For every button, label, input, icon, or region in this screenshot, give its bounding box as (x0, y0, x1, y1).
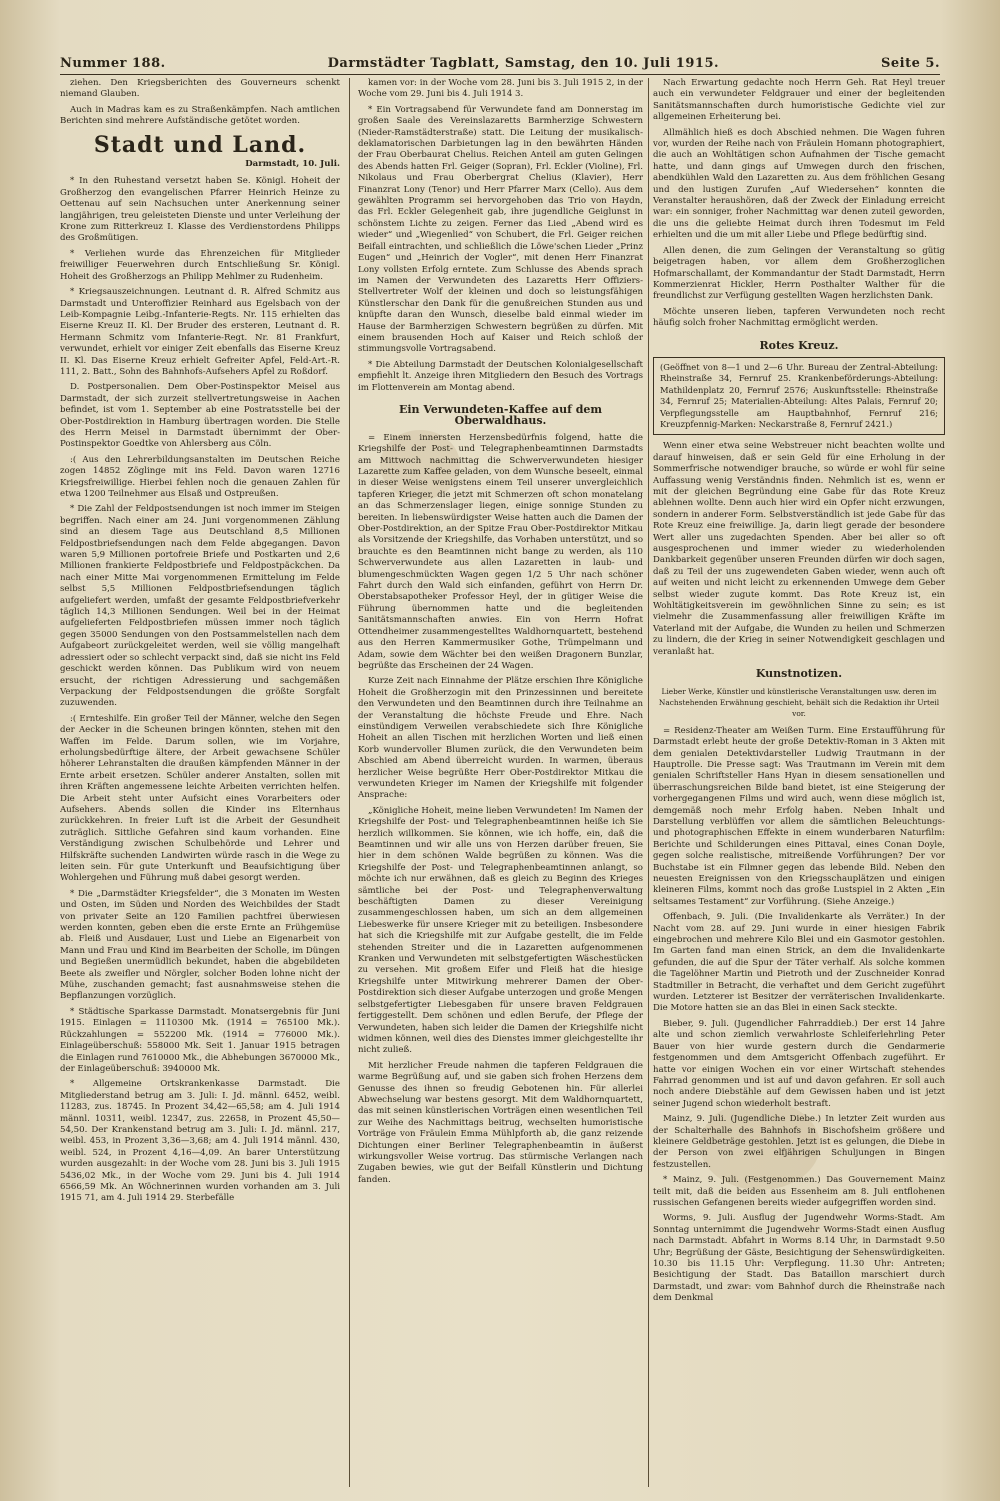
column-rule (648, 78, 649, 1487)
section-heading: Kunstnotizen. (755, 667, 843, 681)
article-paragraph: kamen vor: in der Woche vom 28. Juni bis 3. Juli 1915 2, in der Woche vom 29. Juni bis 4. Juli 1914 3. (358, 78, 643, 100)
article-paragraph: * Die „Darmstädter Kriegsfelder“, die 3 Monaten im Westen und Osten, im Süden und Norden des Weichbildes der Stadt von privater Seite an 120 Familien pachtfrei überwiesen werden konnten, geben eben die erste Ernte an Frühgemüse ab. Fleiß und Ausdauer, Lust und Liebe an Eigenarbeit von Mann und Frau und Kind im Bearbeiten der Scholle, im Düngen und Begießen unermüdlich bekundet, haben die abgebildeten Beete als zweifler und Nörgler, solcher Boden lohne nicht der Mühe, zuschanden gemacht; fast ausnahmsweise stehen die Bepflanzungen vorzüglich. (60, 888, 340, 1002)
article-paragraph: Möchte unseren lieben, tapferen Verwundeten noch recht häufig solch froher Nachmittag ermöglicht werden. (653, 306, 945, 329)
page-number: Seite 5. (881, 55, 940, 71)
article-paragraph: * Ein Vortragsabend für Verwundete fand am Donnerstag im großen Saale des Vereinslazaretts Barmherzige Schwestern (Nieder-Ramstädterstraße) statt. Die Leitung der musikalisch-deklamatorischen Darbietungen lag in den bewährten Händen der Frau Oberbaurat Chelius. Reichen Anteil am guten Gelingen des Abends hatten Frl. Geiger (Sopran), Frl. Eckler (Violine), Frl. Nikolaus und Frau Oberbergrat Chelius (Klavier), Herr Finanzrat Lony (Tenor) und Herr Pfarrer Marx (Cello). Aus dem gewählten Programm sei hervorgehoben das Trio von Haydn, das Frl. Eckler Gelegenheit gab, ihre jugendliche Geiglunst in schönstem Lichte zu zeigen. Ferner das Lied „Abend wird es wieder“ und „Wiegenlied“ von Schubert, die Frl. Geiger reichen Beifall eintrachten, und schließlich die Löwe'schen Lieder „Prinz Eugen“ und „Heinrich der Vogler“, mit denen Herr Finanzrat Lony vollsten Erfolg erntete. Zum Schlusse des Abends sprach im Namen der Verwundeten des Lazaretts Herr Offiziers-Stellvertreter Wolf der kleinen und doch so leistungsfähigen Künstlerschar den Dank für die genußreichen Stunden aus und knüpfte daran den Wunsch, dieselbe bald einmal wieder im Hause der Barmherzigen Schwestern begrüßen zu dürfen. Mit einem brausenden Hoch auf Kaiser und Reich schloß der stimmungsvolle Vortragsabend. (358, 104, 643, 355)
red-cross-info-box: (Geöffnet von 8—1 und 2—6 Uhr. Bureau der Zentral-Abteilung: Rheinstraße 34, Fernruf 25. Krankenbeförderungs-Abteilung: Mathildenplatz 20, Fernruf 2576; Auskunftsstelle: Rheinstraße 34, Fernruf 25; Materialien-Abteilung: Altes Palais, Fernruf 20; Verpflegungsstelle am Hauptbahnhof, Fernruf 216; Kreuzpfennig-Marken: Neckarstraße 8, Fernruf 2421.) (653, 357, 945, 435)
article-paragraph: Mit herzlicher Freude nahmen die tapferen Feldgrauen die warme Begrüßung auf, und sie gaben sich frohen Herzens dem Genusse des ihnen so freudig Gebotenen hin. Für allerlei Abwechselung war bestens gesorgt. Mit dem Waldhornquartett, das mit seinen künstlerischen Vorträgen einen wesentlichen Teil zur Weihe des Nachmittags beitrug, wechselten humoristische Vorträge von Fräulein Emma Mühlpforth ab, die ganz reizende Dichtungen einer Berliner Telegraphenbeamtin in äußerst wirkungsvoller Weise vortrug. Das stürmische Verlangen nach Zugaben bewies, wie gut der Beifall Künstlerin und Dichtung fanden. (358, 1060, 643, 1185)
article-paragraph: Mainz, 9. Juli. (Jugendliche Diebe.) In letzter Zeit wurden aus der Schalterhalle des Bahnhofs in Bischofsheim größere und kleinere Geldbeträge gestohlen. Jetzt ist es gelungen, die Diebe in der Person von zwei elfjährigen Schuljungen in Bingen festzustellen. (653, 1114, 945, 1170)
article-paragraph: Bieber, 9. Juli. (Jugendlicher Fahrraddieb.) Der erst 14 Jahre alte und schon ziemlich verwahrloste Schleiferlehrling Peter Bauer von hier wurde gestern durch die Gendarmerie festgenommen und dem Amtsgericht Offenbach zugeführt. Er hatte vor einigen Wochen ein vor einer Wirtschaft stehendes Fahrrad genommen und ist auf und davon gefahren. Er soll auch noch andere Diebstähle auf dem Gewissen haben und ist jetzt seiner Jugend schon wiederholt bestraft. (653, 1018, 945, 1109)
column-2 (358, 78, 643, 1487)
article-paragraph: Kurze Zeit nach Einnahme der Plätze erschien Ihre Königliche Hoheit die Großherzogin mit den Prinzessinnen und bereitete den Verwundeten und den Beamtinnen durch ihre Teilnahme an der Veranstaltung die höchste Freude und Ehre. Nach einstündigem Verweilen verabschiedete sich Ihre Königliche Hoheit an allen Tischen mit herzlichen Worten und ließ einen Korb wundervoller Blumen zurück, die den Verwundeten beim Abschied am Abend überreicht wurden. In warmen, überaus herzlicher Weise begrüßte Herr Ober-Postdirektor Mitkau die verwundeten Krieger im Namen der Kriegshilfe mit folgender Ansprache: (358, 676, 643, 801)
article-paragraph: = Residenz-Theater am Weißen Turm. Eine Erstaufführung für Darmstadt erlebt heute der große Detektiv-Roman in 3 Akten mit dem genialen Detektivdarsteller Ludwig Trautmann in der Hauptrolle. Die Presse sagt: Was Trautmann im Verein mit dem genialen Schriftsteller Hans Hyan in diesem sensationellen und überraschungsreichen Bilde band bietet, ist eine Steigerung der vorhergegangenen Films und wird auch, wenn diese möglich ist, demgemäß noch mehr Erfolg haben. Neben Inhalt und Darstellung verblüffen vor allem die sämtlichen Beleuchtungs- und photographischen Effekte in einem wunderbaren Naturfilm: Berichte und Schilderungen eines Pittaval, eines Conan Doyle, gegen solche realistische, mitreißende Vorführungen? Der vor Buchstabe ist ein Filmner gegen das lebende Bild. Neben den neuesten Ereignissen von den Kriegsschauplätzen und einigen kleineren Films, kommt noch das große Lustspiel in 2 Akten „Ein seltsames Testament“ zur Vorführung. (Siehe Anzeige.) (653, 725, 945, 907)
article-paragraph: „Königliche Hoheit, meine lieben Verwundeten! Im Namen der Kriegshilfe der Post- und Telegraphenbeamtinnen heiße ich Sie herzlich willkommen. Sie können, wie ich hoffe, ein, daß die Beamtinnen und wir alle uns von Herzen darüber freuen, Sie hier in dem schönen Walde begrüßen zu können. Was die Kriegshilfe der Post- und Telegraphenbeamtinnen anlangt, so möchte ich nur erwähnen, daß es gleich zu Beginn des Krieges sämtliche bei der Post- und Telegraphenverwaltung beschäftigten Damen zu dieser Vereinigung zusammengeschlossen haben, um sich an dem allgemeinen Liebeswerke für unsere Krieger mit zu beteiligen. Insbesondere hat sich die Kriegshilfe mit zur Aufgabe gestellt, die im Felde stehenden Streiter und die in Lazaretten aufgenommenen Kranken und Verwundeten mit selbstgefertigten Wäschestücken zu versehen. Mit großem Eifer und Fleiß hat die hiesige Kriegshilfe unter Mitwirkung mehrerer Damen der Ober-Postdirektion sich dieser Aufgabe unterzogen und große Mengen selbstgefertigter Liebesgaben für unsere braven Feldgrauen fertiggestellt. Dem schönen und edlen Berufe, der Pflege der Verwundeten, haben sich leider die Damen der Kriegshilfe nicht widmen können, weil dies des Dienstes immer gleichgestellte ihr nicht zuließ. (358, 805, 643, 1056)
article-text: Auch in Madras kam es zu Straßenkämpfen. Nach amtlichen Berichten sind mehrere Aufständische getötet worden. (60, 104, 340, 127)
article-paragraph: * In den Ruhestand versetzt haben Se. Königl. Hoheit der Großherzog den evangelischen Pfarrer Heinrich Heinze zu Oettenau auf sein Nachsuchen unter Anerkennung seiner langjährigen, treu geleisteten Dienste und unter Verleihung der Krone zum Ritterkreuz I. Klasse des Verdienstordens Philipps des Großmütigen. (60, 176, 340, 244)
article-paragraph: Allen denen, die zum Gelingen der Veranstaltung so gütig beigetragen haben, vor allem dem Großherzoglichen Hofmarschallamt, der Kommandantur der Stadt Darmstadt, Herrn Kommerzienrat Hickler, Herrn Posthalter Walther für die freundlichst zur Verfügung gestellten Wagen herzlichsten Dank. (653, 245, 945, 302)
article-paragraph: :( Aus den Lehrerbildungsanstalten im Deutschen Reiche zogen 14852 Zöglinge mit ins Feld. Davon waren 12716 Kriegsfreiwillige. Hierbei fehlen noch die genauen Zahlen für etwa 1200 Teilnehmer aus Elsaß und Ostpreußen. (60, 454, 340, 499)
article-paragraph: * Mainz, 9. Juli. (Festgenommen.) Das Gouvernement Mainz teilt mit, daß die beiden aus Essenheim am 8. Juli entflohenen russischen Gefangenen bereits wieder aufgegriffen worden sind. (653, 1175, 945, 1208)
article-paragraph: Offenbach, 9. Juli. (Die Invalidenkarte als Verräter.) In der Nacht vom 28. auf 29. Juni wurde in einer hiesigen Fabrik eingebrochen und mehrere Kilo Blei und ein Gasmotor gestohlen. Im Garten fand man einen Strick, an dem die Invalidenkarte gefunden, die auf die Spur der Täter verhalf. Als solche kommen die Tagelöhner Martin und Pietroth und der Zuschneider Konrad Stadtmiller in Betracht, die verhaftet und dem Gericht zugeführt wurden. Letzterer ist Besitzer der verräterischen Invalidenkarte. Die Motore hatten sie an das Blei in einen Sack steckte. (653, 912, 945, 1014)
article-paragraph: Wenn einer etwa seine Webstreuer nicht beachten wollte und darauf hinweisen, daß er sein Geld für eine Erholung in der Sommerfrische notwendiger brauche, so würde er wohl für seine Auffassung wenig Verständnis finden. Nehmlich ist es, wenn er mit der gleichen Begründung eine Gabe für das Rote Kreuz ablehnen wollte. Denn auch hier wird ein Opfer nicht erzwungen, sondern in anderer Form. Selbstverständlich ist jede Gabe für das Rote Kreuz eine freiwillige. Ja, darin liegt gerade der besondere Wert aller uns zugedachten Spenden. Aber bei aller so oft ausgesprochenen und immer wieder zu wiederholenden Dankbarkeit gegenüber unseren Freunden dürfen wir doch sagen, daß zu Teil der uns zugewendeten Gaben wieder, wenn auch oft auf weiten und nicht leicht zu erkennenden Umwege dem Geber selbst wieder zugute kommt. Das Rote Kreuz ist, ein Wohltätigkeitsverein im gewöhnlichen Sinne zu sein; es ist vielmehr die Zusammenfassung aller freiwilligen Kräfte im Vaterland mit der Aufgabe, die Wunden zu heilen und Schmerzen zu lindern, die der Krieg in seiner Notwendigkeit geschlagen und veranlaßt hat. (653, 441, 945, 657)
article-text: ziehen. Den Kriegsberichten des Gouverneurs schenkt niemand Glauben. (60, 78, 340, 100)
article-paragraph: * Die Abteilung Darmstadt der Deutschen Kolonialgesellschaft empfiehlt lt. Anzeige ihren Mitgliedern den Besuch des Vortrags im Flottenverein am Montag abend. (358, 359, 643, 393)
newspaper-title-date: Darmstädter Tagblatt, Samstag, den 10. Juli 1915. (327, 55, 720, 71)
column-rule (349, 78, 350, 1487)
section-heading: Stadt und Land. (93, 131, 307, 158)
article-paragraph: * Allgemeine Ortskrankenkasse Darmstadt. Die Mitgliederstand betrug am 3. Juli: I. Jd. männl. 6452, weibl. 11283, zus. 18745. In Prozent 34,42—65,58; am 4. Juli 1914 männl. 10311, weibl. 12347, zus. 22658, in Prozent 45,50—54,50. Der Krankenstand betrug am 3. Juli: I. Jd. männl. 217, weibl. 453, in Prozent 3,36—3,68; am 4. Juli 1914 männl. 430, weibl. 524, in Prozent 4,16—4,09. An barer Unterstützung wurden ausgezahlt: in der Woche vom 28. Juni bis 3. Juli 1915 5436,02 Mk., in der Woche vom 29. Juni bis 4. Juli 1914 6566,59 Mk. An Wöchnerinnen wurden vorhanden am 3. Juli 1915 71, am 4. Juli 1914 29. Sterbefälle (60, 1079, 340, 1204)
article-paragraph: * Städtische Sparkasse Darmstadt. Monatsergebnis für Juni 1915. Einlagen = 1110300 Mk. (1914 = 765100 Mk.). Rückzahlungen = 552200 Mk. (1914 = 776000 Mk.). Einlageüberschuß: 558000 Mk. Seit 1. Januar 1915 betragen die Einlagen rund 7610000 Mk., die Abhebungen 3670000 Mk., der Einlageüberschuß: 3940000 Mk. (60, 1006, 340, 1074)
article-paragraph: D. Postpersonalien. Dem Ober-Postinspektor Meisel aus Darmstadt, der sich zurzeit stellvertretungsweise in Aachen befindet, ist vom 1. September ab eine Postratsstelle bei der Ober-Postdirektion in Hamburg übertragen worden. Die Stelle des Herrn Meisel in Darmstadt übernimmt der Ober-Postinspektor Goedtke von Ahlersberg aus Cöln. (60, 382, 340, 450)
column-3 (653, 78, 945, 1487)
article-paragraph: :( Ernteshilfe. Ein großer Teil der Männer, welche den Segen der Aecker in die Scheunen bringen könnten, stehen mit den Waffen im Felde. Darum sollen, wie im Vorjahre, erholungsbedürftige ältere, der Arbeit gewachsene Schüler höherer Lehranstalten die draußen kämpfenden Männer in der Ernte arbeit ersetzen. Schüler anderer Anstalten, sollen mit ihren Kräften angemessene leichte Arbeiten verrichten helfen. Die Arbeit steht unter Aufsicht eines Vorarbeiters oder Aufsehers. Abends sollen die Kinder ins Elternhaus zurückkehren. In freier Luft ist die Arbeit der Gesundheit zuträglich. Sittliche Gefahren sind kaum vorhanden. Eine Verständigung zwischen Schulbehörde und Lehrer und Hilfskräfte suchenden Landwirten würde rasch in die Wege zu leiten sein. Für gute Unterkunft und Beaufsichtigung über Wohlergehen und Führung muß dabei gesorgt werden. (60, 713, 340, 884)
section-heading: Rotes Kreuz. (759, 338, 839, 352)
article-paragraph: * Kriegsauszeichnungen. Leutnant d. R. Alfred Schmitz aus Darmstadt und Unteroffizier Reinhard aus Egelsbach von der Leib-Kompagnie Leibg.-Infanterie-Regts. Nr. 115 erhielten das Eiserne Kreuz II. Kl. Der Bruder des ersteren, Leutnant d. R. Hermann Schmitz vom Infanterie-Regt. Nr. 81 Frankfurt, verwundet, erhielt vor einiger Zeit ebenfalls das Eiserne Kreuz II. Kl. Das Eiserne Kreuz erhielt Gefreiter Apfel, Feld-Art.-R. 111, 2. Batt., Sohn des Bahnhofs-Aufsehers Apfel zu Roßdorf. (60, 287, 340, 377)
article-paragraph: Nach Erwartung gedachte noch Herrn Geh. Rat Heyl treuer auch ein verwundeter Feldgrauer und einer der begleitenden Sanitätsmannschaften durch humoristische Gedichte viel zur allgemeinen Erheiterung bei. (653, 78, 945, 123)
article-paragraph: * Die Zahl der Feldpostsendungen ist noch immer im Steigen begriffen. Nach einer am 24. Juni vorgenommenen Zählung sind an diesem Tage aus Deutschland 8,5 Millionen Feldpostbriefsendungen nach dem Felde abgegangen. Davon waren 5,9 Millionen portofreie Briefe und Postkarten und 2,6 Millionen frankierte Feldpostbriefe und Feldpostpäckchen. Da nach einer Mitte Mai vorgenommenen Ermittelung im Felde selbst 5,5 Millionen Feldpostbriefsendungen täglich aufgeliefert werden, umfaßt der gesamte Feldpostbriefverkehr täglich 14,3 Millionen Sendungen. Weil bei in der Heimat aufgelieferten Feldpostbriefen müssen immer noch täglich gegen 35000 Sendungen von den Postsammelstellen nach dem Aufgabeort zurückgeleitet werden, weil sie völlig mangelhaft adressiert oder so schlecht verpackt sind, daß sie nicht ins Feld geschickt werden können. Das Publikum wird von neuem ersucht, der richtigen Adressierung und sachgemäßen Verpackung der Feldpostsendungen die größte Sorgfalt zuzuwenden. (60, 504, 340, 709)
article-paragraph: = Einem innersten Herzensbedürfnis folgend, hatte die Kriegshilfe der Post- und Telegraphenbeamtinnen Darmstadts am Mittwoch nachmittag die Schwerverwundeten hiesiger Lazarette zum Kaffee geladen, von dem Wunsche beseelt, einmal in dieser Weise wenigstens einem Teil unserer unvergleichlich tapferen Krieger, die jetzt mit Schmerzen oft schon monatelang an das Schmerzenslager liegen, einige sonnige Stunden zu bereiten. In liebenswürdigster Weise hatten auch die Damen der Ober-Postdirektion, an der Spitze Frau Ober-Postdirektor Mitkau als Vorsitzende der Kriegshilfe, das Vorhaben unterstützt, und so brauchte es den Beamtinnen nicht bange zu werden, als 110 Schwerverwundete aus allen Lazaretten in laub- und blumengeschmückten Wagen gegen 1/2 5 Uhr nach schöner Fahrt durch den Wald sich einfanden, geführt von Herrn Dr. Oberstabsapotheker Professor Heyl, der in gütiger Weise die Führung übernommen hatte und die begleitenden Sanitätsmannschaften anwies. Ein von Herrn Hofrat Ottendheimer zusammengestelltes Waldhornquartett, bestehend aus den Herren Kammermusiker Gothe, Trümpelmann und Adam, sowie dem Wächter bei den weißen Dragonern Bunzlar, begrüßte das Erscheinen der 24 Wagen. (358, 432, 643, 671)
dateline: Darmstadt, 10. Juli. (245, 159, 340, 170)
article-paragraph: Worms, 9. Juli. Ausflug der Jugendwehr Worms-Stadt. Am Sonntag unternimmt die Jugendwehr Worms-Stadt einen Ausflug nach Darmstadt. Abfahrt in Worms 8.14 Uhr, in Darmstadt 9.50 Uhr; Begrüßung der Gäste, Besichtigung der Sehenswürdigkeiten. 10.30 bis 11.15 Uhr: Verpflegung. 11.30 Uhr: Antreten; Besichtigung der Stadt. Das Bataillon marschiert durch Darmstadt, und zwar: vom Bahnhof durch die Rheinstraße nach dem Denkmal (653, 1213, 945, 1304)
column-1 (60, 78, 340, 1487)
masthead (60, 52, 940, 75)
section-heading: Ein Verwundeten-Kaffee auf dem Oberwaldhaus. (398, 402, 603, 428)
issue-number: Nummer 188. (60, 55, 166, 71)
editorial-note: Lieber Werke, Künstler und künstlerische Veranstaltungen usw. deren im Nachstehenden Erwähnung geschieht, behält sich die Redaktion ihr Urteil vor. (658, 686, 940, 719)
article-paragraph: * Verliehen wurde das Ehrenzeichen für Mitglieder freiwilliger Feuerwehren durch Entschließung Sr. Königl. Hoheit des Großherzogs an Philipp Mehlmer zu Rudenheim. (60, 248, 340, 282)
article-paragraph: Allmählich hieß es doch Abschied nehmen. Die Wagen fuhren vor, wurden der Reihe nach von Fräulein Homann photographiert, die auch an Wohltätigen schon Aufnahmen der Tische gemacht hatte, und dann gings auf Umwegen durch den frischen, abendkühlen Wald den Lazaretten zu. Aus dem fröhlichen Gesang und den lustigen Zurufen „Auf Wiedersehen“ konnten die Veranstalter heraushören, daß der Zweck der Einladung erreicht war: ein sonniger, froher Nachmittag war denen zuteil geworden, die uns die geliebte Heimat durch ihren Todesmut im Feld erhielten und die um mit aller Liebe und Pflege bedürftig sind. (653, 127, 945, 241)
